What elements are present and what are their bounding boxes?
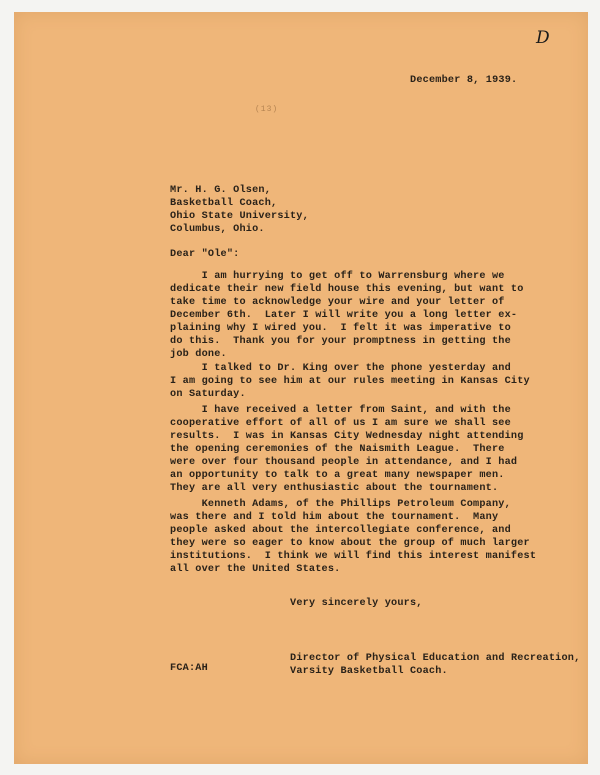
- body-line: were over four thousand people in attendance, and I had: [170, 457, 518, 468]
- typist-initials: FCA:AH: [170, 663, 208, 674]
- body-line: on Saturday.: [170, 389, 246, 400]
- letter-date: December 8, 1939.: [410, 75, 518, 86]
- signature-title-line: Varsity Basketball Coach.: [290, 666, 448, 677]
- body-line: was there and I told him about the tournament. Many: [170, 512, 499, 523]
- signature-title-line: Director of Physical Education and Recreation,: [290, 653, 581, 664]
- body-line: people asked about the intercollegiate conference, and: [170, 525, 511, 536]
- body-line: I am hurrying to get off to Warrensburg where we: [170, 271, 505, 282]
- body-line: institutions. I think we will find this interest manifest: [170, 551, 537, 562]
- recipient-line: Ohio State University,: [170, 211, 309, 222]
- faint-stamp: (13): [255, 105, 279, 114]
- body-line: do this. Thank you for your promptness in getting the: [170, 336, 511, 347]
- page-mark: D: [536, 28, 550, 48]
- body-line: I have received a letter from Saint, and with the: [170, 405, 511, 416]
- body-line: results. I was in Kansas City Wednesday night attending: [170, 431, 524, 442]
- body-line: Kenneth Adams, of the Phillips Petroleum Company,: [170, 499, 511, 510]
- recipient-line: Columbus, Ohio.: [170, 224, 265, 235]
- closing: Very sincerely yours,: [290, 598, 423, 609]
- recipient-line: Mr. H. G. Olsen,: [170, 185, 272, 196]
- body-line: dedicate their new field house this evening, but want to: [170, 284, 524, 295]
- recipient-line: Basketball Coach,: [170, 198, 278, 209]
- body-line: take time to acknowledge your wire and your letter of: [170, 297, 505, 308]
- body-line: cooperative effort of all of us I am sure we shall see: [170, 418, 511, 429]
- salutation: Dear "Ole":: [170, 249, 240, 260]
- body-line: all over the United States.: [170, 564, 341, 575]
- body-line: plaining why I wired you. I felt it was imperative to: [170, 323, 511, 334]
- body-line: the opening ceremonies of the Naismith League. There: [170, 444, 505, 455]
- body-line: an opportunity to talk to a great many newspaper men.: [170, 470, 505, 481]
- body-line: They are all very enthusiastic about the tournament.: [170, 483, 499, 494]
- body-line: December 6th. Later I will write you a long letter ex-: [170, 310, 518, 321]
- body-line: they were so eager to know about the group of much larger: [170, 538, 530, 549]
- body-line: job done.: [170, 349, 227, 360]
- body-line: I talked to Dr. King over the phone yesterday and: [170, 363, 511, 374]
- body-line: I am going to see him at our rules meeting in Kansas City: [170, 376, 530, 387]
